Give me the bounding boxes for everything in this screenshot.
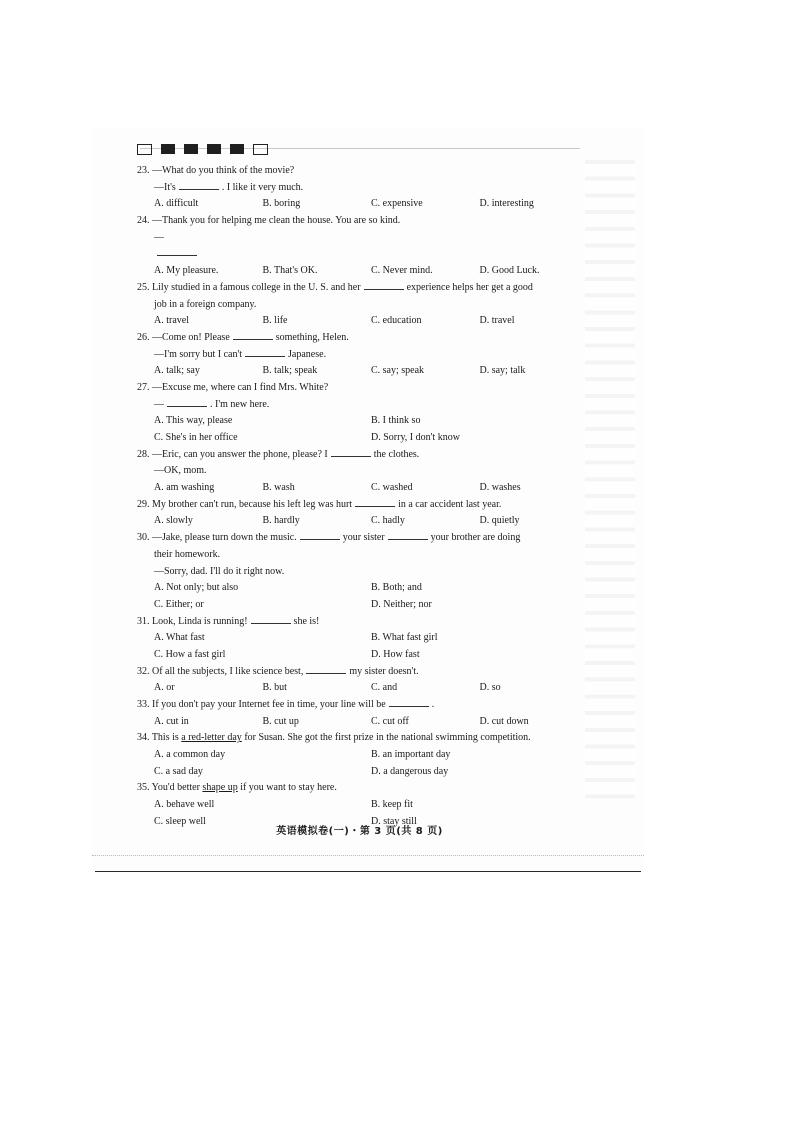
question-line <box>137 564 582 581</box>
question-item <box>137 213 582 280</box>
answer-option: B. talk; speak <box>262 365 318 377</box>
answer-blank <box>306 664 346 674</box>
question-item <box>137 697 582 730</box>
question-text: if you want to stay here. <box>237 782 337 794</box>
answer-option: C. Either; or <box>154 598 204 610</box>
question-text: my sister doesn't. <box>349 665 419 677</box>
question-text: 27. —Excuse me, where can I find Mrs. White? <box>137 381 329 393</box>
options-row <box>137 597 582 614</box>
question-line <box>137 330 582 347</box>
answer-blank <box>388 530 428 540</box>
question-line <box>137 163 582 180</box>
options-row <box>137 313 582 330</box>
question-item <box>137 330 582 380</box>
answer-option: B. but <box>262 682 287 694</box>
answer-option: C. a sad day <box>154 765 203 777</box>
options-row <box>137 363 582 380</box>
answer-blank <box>389 697 429 707</box>
answer-blank <box>251 614 291 624</box>
question-line <box>137 280 582 297</box>
question-item <box>137 530 582 613</box>
options-row <box>137 647 582 664</box>
answer-blank <box>245 347 285 357</box>
question-item <box>137 664 582 697</box>
answer-option: A. This way, please <box>154 415 233 427</box>
answer-blank <box>364 280 404 290</box>
question-line <box>137 246 582 263</box>
question-text: she is! <box>293 615 320 627</box>
options-row <box>137 413 582 430</box>
question-text: 34. This is <box>137 732 182 744</box>
answer-option: B. an important day <box>371 749 451 761</box>
options-row <box>137 714 582 731</box>
answer-option: A. My pleasure. <box>154 265 219 277</box>
question-line <box>137 297 582 314</box>
answer-option: D. Sorry, I don't know <box>371 432 460 443</box>
answer-option: D. a dangerous day <box>371 765 449 777</box>
question-text: —Sorry, dad. I'll do it right now. <box>154 565 285 577</box>
question-text: 25. Lily studied in a famous college in the U. S. and her <box>137 281 361 293</box>
question-text: . I like it very much. <box>221 181 304 193</box>
question-text: 23. —What do you think of the movie? <box>137 165 295 176</box>
answer-option: D. Neither; nor <box>371 598 432 610</box>
answer-option: C. cut off <box>371 715 409 727</box>
header-square-hollow <box>137 144 152 155</box>
answer-option: A. a common day <box>154 749 226 761</box>
answer-option: B. What fast girl <box>371 632 438 644</box>
options-row <box>137 797 582 814</box>
bleed-through-text <box>585 160 635 800</box>
answer-option: B. That's OK. <box>262 265 318 277</box>
question-line <box>137 230 582 247</box>
answer-option: D. interesting <box>479 198 534 210</box>
answer-option: D. Good Luck. <box>479 265 540 277</box>
options-row <box>137 263 582 280</box>
question-text: 30. —Jake, please turn down the music. <box>137 532 297 544</box>
question-list <box>137 163 582 831</box>
question-line <box>137 180 582 197</box>
answer-option: D. washes <box>479 482 521 494</box>
question-text: 35. You'd better <box>137 782 203 794</box>
options-row <box>137 480 582 497</box>
answer-option: B. Both; and <box>371 582 422 594</box>
question-line <box>137 697 582 714</box>
question-item <box>137 163 582 213</box>
answer-blank <box>355 497 395 507</box>
question-text: the clothes. <box>373 448 420 460</box>
answer-option: A. am washing <box>154 482 215 494</box>
question-line <box>137 447 582 464</box>
header-square-filled <box>161 144 175 154</box>
question-text: in a car accident last year. <box>398 498 502 510</box>
options-row <box>137 196 582 213</box>
answer-option: B. life <box>262 315 288 327</box>
question-line <box>137 213 582 230</box>
answer-option: B. boring <box>262 198 301 210</box>
question-line <box>137 463 582 480</box>
question-line <box>137 397 582 414</box>
underlined-phrase: shape up <box>202 782 238 794</box>
question-text: something, Helen. <box>275 331 349 343</box>
question-text: 31. Look, Linda is running! <box>137 615 248 627</box>
question-text: 24. —Thank you for helping me clean the house. You are so kind. <box>137 215 401 227</box>
answer-option: C. expensive <box>371 198 423 210</box>
options-row <box>137 580 582 597</box>
question-text: for Susan. She got the first prize in the national swimming competition. <box>241 732 531 744</box>
options-row <box>137 430 582 447</box>
answer-option: C. hadly <box>371 515 405 527</box>
answer-option: A. or <box>154 682 175 694</box>
question-text: their homework. <box>154 548 221 560</box>
answer-blank <box>300 530 340 540</box>
answer-option: B. I think so <box>371 415 421 427</box>
answer-option: B. wash <box>262 482 295 494</box>
answer-option: A. talk; say <box>154 365 200 377</box>
question-item <box>137 280 582 330</box>
question-line <box>137 497 582 514</box>
question-text: your brother are doing <box>430 532 521 544</box>
question-line <box>137 614 582 631</box>
answer-option: B. cut up <box>262 715 299 727</box>
answer-option: A. Not only; but also <box>154 582 239 594</box>
question-text: —OK, mom. <box>154 465 207 477</box>
question-item <box>137 614 582 664</box>
answer-option: C. and <box>371 682 398 694</box>
question-line <box>137 547 582 564</box>
answer-option: C. She's in her office <box>154 432 238 443</box>
answer-option: A. difficult <box>154 198 199 210</box>
question-line <box>137 380 582 397</box>
header-decoration <box>137 141 582 157</box>
answer-option: C. say; speak <box>371 365 425 377</box>
answer-option: A. slowly <box>154 515 193 527</box>
answer-option: D. travel <box>479 315 515 327</box>
underlined-phrase: a red-letter day <box>181 732 242 744</box>
answer-option: A. behave well <box>154 799 215 811</box>
question-item <box>137 730 582 780</box>
answer-option: D. quietly <box>479 515 520 527</box>
answer-option: D. cut down <box>479 715 529 727</box>
answer-option: D. How fast <box>371 648 420 660</box>
question-line <box>137 347 582 364</box>
answer-option: C. sleep well <box>154 815 206 827</box>
question-text: experience helps her get a good <box>406 281 533 293</box>
answer-option: D. so <box>479 682 501 694</box>
question-text: 32. Of all the subjects, I like science best, <box>137 665 304 677</box>
answer-blank <box>233 330 273 340</box>
question-line <box>137 530 582 547</box>
question-text: your sister <box>342 532 385 544</box>
bottom-divider <box>95 871 641 872</box>
question-text: Japanese. <box>288 348 327 360</box>
answer-option: A. cut in <box>154 715 189 727</box>
answer-blank <box>331 447 371 457</box>
question-text: 29. My brother can't run, because his left leg was hurt <box>137 498 353 510</box>
header-square-hollow <box>253 144 268 155</box>
question-line <box>137 730 582 747</box>
answer-option: C. education <box>371 315 422 327</box>
question-text: — <box>154 398 164 410</box>
answer-option: C. Never mind. <box>371 265 433 277</box>
question-text: — <box>154 231 164 243</box>
page-footer: 英语模拟卷(一)・第 3 页(共 8 页) <box>276 826 443 837</box>
options-row <box>137 747 582 764</box>
options-row <box>137 764 582 781</box>
answer-option: A. What fast <box>154 632 205 644</box>
question-item <box>137 380 582 447</box>
answer-blank <box>167 397 207 407</box>
header-square-filled <box>230 144 244 154</box>
question-item <box>137 497 582 530</box>
question-line <box>137 780 582 797</box>
answer-option: D. stay still <box>371 815 417 827</box>
question-text: 33. If you don't pay your Internet fee in time, your line will be <box>137 699 386 710</box>
options-row <box>137 680 582 697</box>
question-line <box>137 664 582 681</box>
answer-blank <box>157 246 197 256</box>
answer-option: C. washed <box>371 482 413 494</box>
header-square-filled <box>207 144 221 154</box>
answer-blank <box>179 180 219 190</box>
question-text: —It's <box>154 181 176 193</box>
options-row <box>137 513 582 530</box>
question-text: —I'm sorry but I can't <box>154 348 243 360</box>
answer-option: B. hardly <box>262 515 300 527</box>
dotted-divider <box>92 855 644 856</box>
question-item <box>137 447 582 497</box>
question-text: job in a foreign company. <box>154 298 257 310</box>
options-row <box>137 630 582 647</box>
question-text: . I'm new here. <box>210 398 270 410</box>
header-square-filled <box>184 144 198 154</box>
question-text: 26. —Come on! Please <box>137 331 230 343</box>
answer-option: D. say; talk <box>479 365 526 377</box>
answer-option: B. keep fit <box>371 799 413 811</box>
answer-option: A. travel <box>154 315 189 327</box>
answer-option: C. How a fast girl <box>154 648 226 660</box>
question-text: . <box>431 699 435 710</box>
question-text: 28. —Eric, can you answer the phone, please? I <box>137 448 328 460</box>
